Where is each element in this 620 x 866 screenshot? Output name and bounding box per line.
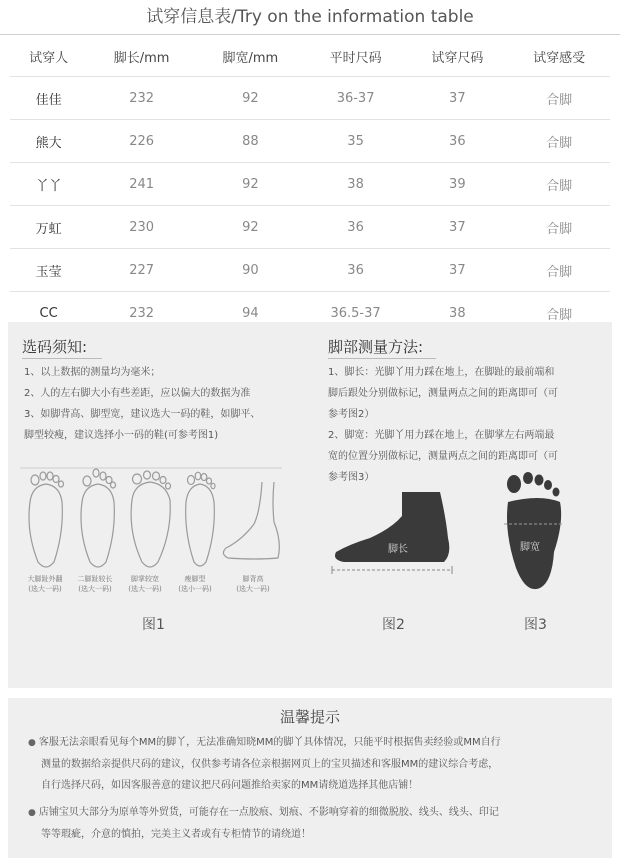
tip-text: 自行选择尺码，如因客服善意的建议把尺码问题推给卖家的MM请绕道选择其他店铺！ — [41, 780, 419, 791]
cell-usual-size: 36 — [305, 249, 407, 292]
warm-tips-title: 温馨提示 — [279, 708, 340, 726]
foot-type-advice: (选大一码) — [78, 585, 112, 593]
foot-type-caption — [170, 574, 220, 594]
size-guide-title: 选码须知: — [22, 338, 88, 356]
table-row — [10, 206, 610, 249]
table-row — [10, 249, 610, 292]
table-row — [10, 120, 610, 163]
cell-tester: 熊大 — [10, 120, 87, 163]
cell-foot-length: 241 — [87, 163, 196, 206]
foot-length-label: 脚长 — [388, 544, 408, 555]
cell-usual-size: 36.5-37 — [305, 292, 407, 335]
measure-note: 宽的位置分别做标记，测量两点之间的距离即可（可 — [328, 451, 558, 462]
cell-tester: 丫丫 — [10, 163, 87, 206]
size-guide-notes — [24, 362, 314, 446]
cell-foot-length: 227 — [87, 249, 196, 292]
cell-feeling: 合脚 — [508, 249, 610, 292]
warm-tips-panel — [8, 698, 612, 858]
cell-trial-size: 37 — [406, 206, 508, 249]
cell-trial-size: 39 — [406, 163, 508, 206]
size-note: 脚型较瘦，建议选择小一码的鞋(可参考图1) — [24, 430, 219, 441]
measure-underline — [328, 358, 436, 359]
bullet-icon: ● — [28, 738, 36, 748]
cell-feeling: 合脚 — [508, 292, 610, 335]
foot-type-advice: (选大一码) — [128, 585, 162, 593]
cell-tester: CC — [10, 292, 87, 335]
figure-1-label: 图1 — [142, 617, 165, 633]
measure-note: 参考图2） — [328, 409, 375, 420]
tip-text: 客服无法亲眼看见每个MM的脚丫，无法准确知晓MM的脚丫具体情况，只能平时根据售卖经验或MM自行 — [38, 737, 501, 748]
measure-note: 1、脚长：光脚丫用力踩在地上，在脚趾的最前端和 — [328, 367, 555, 378]
bullet-icon: ● — [28, 808, 36, 818]
foot-type-label: 瘦脚型 — [184, 575, 206, 583]
cell-trial-size: 37 — [406, 77, 508, 120]
tip-line — [28, 754, 598, 775]
cell-trial-size: 38 — [406, 292, 508, 335]
cell-usual-size: 35 — [305, 120, 407, 163]
foot-types-illustration — [16, 462, 286, 582]
column-header: 试穿人 — [29, 50, 69, 66]
figure-2-label: 图2 — [382, 617, 405, 633]
tip-line — [28, 802, 598, 824]
high-instep-foot-outline — [223, 482, 279, 559]
cell-foot-width: 92 — [196, 206, 305, 249]
foot-type-caption — [120, 574, 170, 594]
cell-foot-width: 90 — [196, 249, 305, 292]
cell-foot-length: 226 — [87, 120, 196, 163]
bunion-foot-outline — [29, 472, 64, 567]
foot-type-caption — [228, 574, 278, 594]
foot-type-label: 二脚趾较长 — [77, 575, 113, 583]
size-guide-panel — [8, 322, 612, 688]
cell-trial-size: 36 — [406, 120, 508, 163]
table-header-row — [10, 36, 610, 77]
tip-text: 测量的数据给亲提供尺码的建议，仅供参考请各位亲根据网页上的宝贝描述和客服MM的建议综合考虑， — [41, 759, 499, 770]
cell-foot-width: 94 — [196, 292, 305, 335]
table-title: 试穿信息表/Try on the information table — [146, 7, 474, 27]
cell-usual-size: 36-37 — [305, 77, 407, 120]
measure-notes — [328, 362, 610, 488]
measure-note: 2、脚宽：光脚丫用力踩在地上，在脚掌左右两端最 — [328, 430, 555, 441]
cell-foot-width: 92 — [196, 163, 305, 206]
foot-length-illustration — [330, 488, 472, 574]
cell-feeling: 合脚 — [508, 77, 610, 120]
column-header: 脚宽/mm — [222, 50, 279, 66]
size-guide-underline — [22, 358, 102, 359]
foot-type-label: 大脚趾外翻 — [27, 575, 63, 583]
cell-tester: 万虹 — [10, 206, 87, 249]
column-header: 试穿尺码 — [431, 50, 484, 66]
column-header: 试穿感受 — [533, 50, 586, 66]
cell-foot-width: 88 — [196, 120, 305, 163]
size-note: 3、如脚背高、脚型宽，建议选大一码的鞋，如脚平、 — [24, 409, 261, 420]
table-row — [10, 163, 610, 206]
tip-text: 店铺宝贝大部分为原单等外贸货，可能存在一点胶痕、划痕、不影响穿着的细微脱胶、线头、线头、印记 — [38, 807, 499, 818]
measure-note: 脚后跟处分别做标记，测量两点之间的距离即可（可 — [328, 388, 558, 399]
cell-tester: 佳佳 — [10, 77, 87, 120]
tip-line — [28, 824, 598, 845]
cell-trial-size: 37 — [406, 249, 508, 292]
table-row — [10, 77, 610, 120]
cell-feeling: 合脚 — [508, 206, 610, 249]
foot-type-advice: (选小一码) — [178, 585, 212, 593]
cell-feeling: 合脚 — [508, 120, 610, 163]
tip-text: 等等瑕疵，介意的慎拍，完美主义者或有专柜情节的请绕道！ — [41, 829, 311, 840]
tip-line — [28, 732, 598, 754]
cell-foot-length: 232 — [87, 77, 196, 120]
long-second-toe-outline — [81, 469, 116, 567]
figure-3-label: 图3 — [524, 617, 547, 633]
foot-type-label: 脚掌较宽 — [131, 575, 159, 583]
cell-foot-length: 230 — [87, 206, 196, 249]
cell-tester: 玉莹 — [10, 249, 87, 292]
cell-feeling: 合脚 — [508, 163, 610, 206]
foot-type-caption — [20, 574, 70, 594]
wide-foot-outline — [131, 471, 170, 567]
title-divider — [0, 34, 620, 35]
cell-usual-size: 38 — [305, 163, 407, 206]
measure-note: 参考图3） — [328, 472, 375, 483]
foot-type-label: 脚背高 — [242, 575, 264, 583]
slim-foot-outline — [186, 472, 215, 566]
size-note: 1、以上数据的测量均为毫米； — [24, 367, 161, 378]
foot-type-caption — [70, 574, 120, 594]
tip-line — [28, 775, 598, 796]
warm-tips-body — [28, 732, 598, 845]
cell-usual-size: 36 — [305, 206, 407, 249]
measure-title: 脚部测量方法: — [328, 338, 424, 356]
foot-type-advice: (选大一码) — [28, 585, 62, 593]
cell-foot-width: 92 — [196, 77, 305, 120]
column-header: 脚长/mm — [113, 50, 170, 66]
foot-type-advice: (选大一码) — [236, 585, 270, 593]
try-on-table — [10, 36, 610, 335]
cell-foot-length: 232 — [87, 292, 196, 335]
size-note: 2、人的左右脚大小有些差距，应以偏大的数据为准 — [24, 388, 251, 399]
foot-width-label: 脚宽 — [520, 542, 540, 553]
column-header: 平时尺码 — [329, 50, 382, 66]
foot-width-illustration — [500, 472, 566, 596]
